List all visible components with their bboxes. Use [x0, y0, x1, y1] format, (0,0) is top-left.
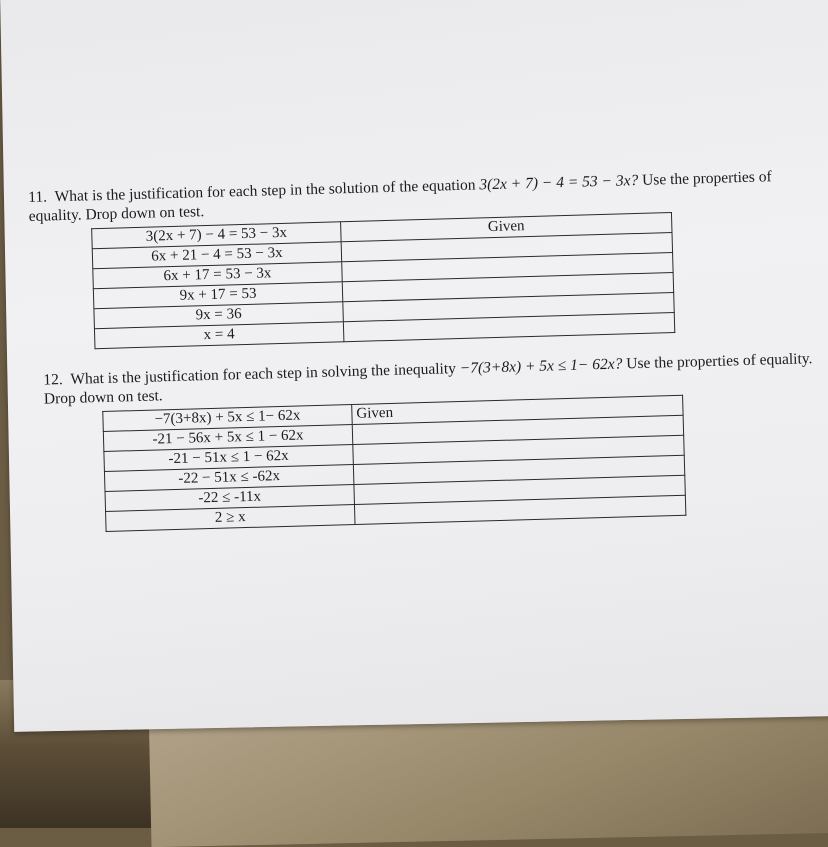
question-12-inequality: −7(3+8x) + 5x ≤ 1− 62x?: [459, 355, 623, 378]
question-11-table: [91, 212, 675, 349]
question-11-instructions: Use the properties of equality. Drop down on test.: [28, 168, 772, 225]
question-12-number: 12.: [43, 371, 63, 389]
question-11-number: 11.: [28, 188, 48, 206]
step-cell: −7(3+8x) + 5x ≤ 1− 62x: [103, 405, 352, 432]
justification-cell[interactable]: Given: [341, 213, 672, 242]
step-cell: 3(2x + 7) − 4 = 53 − 3x: [92, 222, 341, 249]
step-cell: 6x + 21 − 4 = 53 − 3x: [92, 242, 341, 269]
question-12-prompt: [43, 349, 824, 409]
step-cell: 2 ≥ x: [106, 505, 355, 532]
question-11-equation: 3(2x + 7) − 4 = 53 − 3x?: [479, 171, 639, 194]
step-cell: -22 − 51x ≤ -62x: [104, 465, 353, 492]
question-11-text: What is the justification for each step in the solution of the equation: [54, 176, 476, 206]
step-cell: x = 4: [94, 322, 343, 349]
step-cell: -21 − 51x ≤ 1 − 62x: [104, 445, 353, 472]
worksheet-content: [28, 166, 827, 534]
question-12-text: What is the justification for each step in solving the inequality: [70, 360, 457, 388]
step-cell: 9x + 17 = 53: [93, 282, 342, 309]
step-cell: 9x = 36: [94, 302, 343, 329]
question-12-table: [102, 395, 686, 532]
justification-cell[interactable]: Given: [352, 395, 683, 424]
step-cell: 6x + 17 = 53 − 3x: [93, 262, 342, 289]
question-12-instructions: Use the properties of equality. Drop down on test.: [43, 350, 813, 408]
step-cell: -21 − 56x + 5x ≤ 1 − 62x: [103, 425, 352, 452]
step-cell: -22 ≤ -11x: [105, 485, 354, 512]
